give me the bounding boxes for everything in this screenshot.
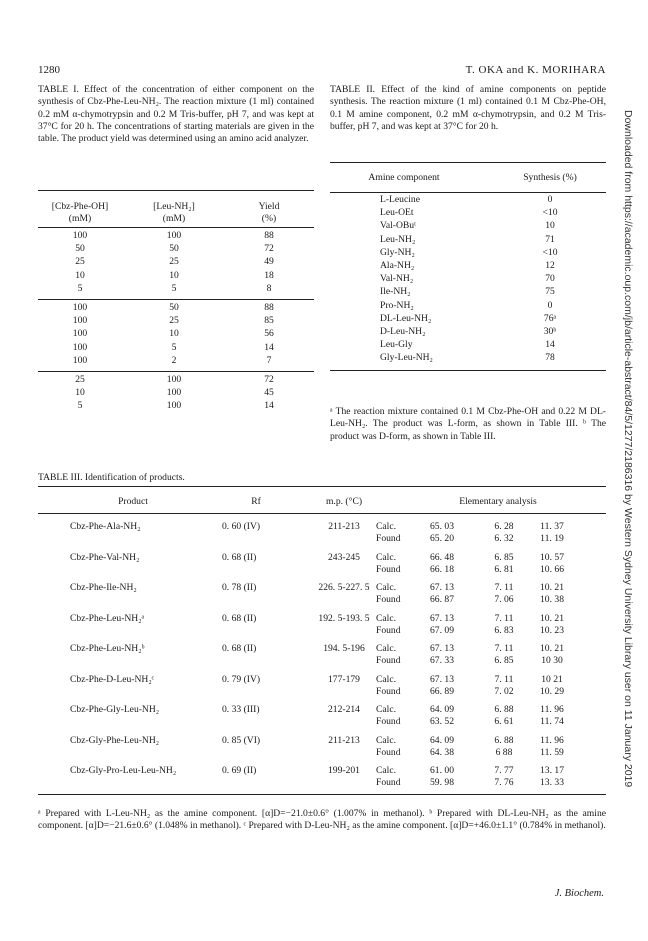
table3-header-rule [38, 513, 606, 514]
table2-amine: Leu-NH₂ [380, 233, 416, 245]
table3-calc-value: 7. 11 [494, 643, 514, 654]
table1-cell: 10 [169, 328, 179, 340]
table3-mp: 243-245 [328, 551, 360, 563]
table2-synthesis: <10 [542, 246, 558, 258]
table3-found-value: 11. 19 [540, 533, 564, 544]
table3-found-label: Found [376, 777, 401, 788]
table3-mp: 212-214 [328, 704, 360, 715]
table3-mp: 211-213 [328, 521, 360, 532]
table3-footnote: ᵃ Prepared with L-Leu-NH₂ as the amine component. [α]D=−21.0±0.6° (1.007% in methanol). ᵇ Prepared with DL-Leu-NH₂ as the amine component. [α]D=−21.6±0.6° (1.048% in methanol). ᶜ Prepared with D-Leu-NH₂ as the amine component. [α]D=+46.0±1.1° (0.784% in methanol). [38, 808, 606, 832]
table1-cell: 72 [264, 243, 274, 255]
table1-cell: 100 [72, 230, 88, 241]
table2-synthesis: 75 [545, 286, 555, 298]
running-head-authors: T. OKA and K. MORIHARA [465, 64, 606, 76]
table3-found-label: Found [376, 533, 401, 544]
table2-amine: DL-Leu-NH₂ [380, 312, 432, 324]
table1-cell: 50 [169, 243, 179, 255]
table3-calc-value: 6. 88 [494, 704, 514, 715]
table3-calc-value: 10. 21 [540, 612, 564, 624]
table3-calc-value: 61. 00 [430, 765, 454, 776]
table3-calc-value: 11. 96 [540, 704, 564, 715]
table1-group-rule [38, 299, 314, 300]
table3-found-label: Found [376, 624, 401, 636]
table3-mp: 194. 5-196 [323, 643, 365, 654]
table3-mp: 226. 5-227. 5 [318, 582, 370, 593]
table3-header: m.p. (°C) [325, 496, 363, 507]
table3-calc-label: Calc. [376, 765, 396, 776]
table3-product: Cbz-Gly-Phe-Leu-NH₂ [70, 734, 160, 746]
table2-synthesis: <10 [542, 207, 558, 219]
table3-rf: 0. 68 (II) [222, 643, 257, 654]
table1-cell: 7 [266, 354, 272, 366]
table3-calc-value: 6. 28 [494, 521, 514, 532]
table3-calc-value: 6. 88 [494, 734, 514, 746]
table1-cell: 100 [72, 354, 88, 366]
table3-calc-label: Calc. [376, 582, 396, 593]
table3-calc-label: Calc. [376, 734, 396, 746]
table3-calc-value: 67. 13 [430, 582, 454, 593]
table3-found-label: Found [376, 594, 401, 605]
table1-cell: 10 [75, 269, 85, 281]
table3-calc-value: 6. 85 [494, 551, 514, 563]
table2-synthesis: 12 [545, 260, 555, 271]
table2-caption: TABLE II. Effect of the kind of amine components on peptide synthesis. The reaction mixture (1 ml) contained 0.1 M Cbz-Phe-OH, 0.1 M amine component, 0.2 mM α-chymotrypsin, and 0.2 M Tris-buffer, pH 7, and was kept at 37°C for 20 h. [330, 84, 606, 132]
table3-calc-value: 64. 09 [430, 704, 454, 715]
table1-cell: 18 [264, 269, 274, 281]
table1-group-rule [38, 371, 314, 372]
table1-header-rule [38, 227, 314, 228]
table3-found-value: 6. 83 [494, 624, 514, 636]
table3-found-value: 65. 20 [430, 533, 454, 544]
table3-found-value: 64. 38 [430, 746, 454, 758]
table3-found-value: 66. 87 [430, 594, 454, 605]
table2-amine: Leu-Gly [380, 339, 413, 351]
table3-found-value: 7. 02 [494, 685, 514, 697]
table1-header: [Leu-NH₂] [153, 201, 195, 212]
table1-cell: 14 [264, 400, 274, 412]
table3-mp: 177-179 [328, 673, 360, 685]
table2-amine: Gly-NH₂ [380, 246, 415, 258]
table3-found-value: 13. 33 [540, 777, 564, 788]
table3-found-value: 7. 06 [494, 594, 514, 605]
table3-found-value: 10. 23 [540, 624, 564, 636]
table3-found-value: 59. 98 [430, 777, 454, 788]
table3-header: Elementary analysis [459, 496, 537, 507]
table3-found-value: 10 30 [541, 655, 563, 666]
table1-cell: 25 [169, 315, 179, 327]
table3-found-value: 10. 66 [540, 563, 564, 575]
table3-found-label: Found [376, 563, 401, 575]
table3-calc-value: 66. 48 [430, 551, 454, 563]
table1-cell: 100 [166, 400, 182, 412]
table3-calc-value: 11. 37 [540, 521, 564, 532]
table2-header: Synthesis (%) [523, 172, 577, 183]
table3-product: Cbz-Phe-Leu-NH₂ᵇ [70, 643, 145, 654]
table3-found-value: 66. 18 [430, 563, 454, 575]
table3-calc-value: 67. 13 [430, 612, 454, 624]
table3-product: Cbz-Phe-D-Leu-NH₂ᶜ [70, 673, 155, 685]
table2 [330, 162, 606, 402]
table1-cell: 49 [264, 256, 274, 268]
table3-calc-label: Calc. [376, 643, 396, 654]
table1-cell: 25 [75, 374, 85, 385]
table3-header: Rf [251, 496, 261, 507]
table3-calc-value: 67. 13 [430, 673, 454, 685]
table1-cell: 56 [264, 328, 274, 340]
table1-cell: 88 [264, 302, 274, 313]
table1-cell: 100 [72, 302, 88, 313]
table3-found-value: 10. 29 [540, 685, 564, 697]
table3-found-value: 6. 85 [494, 655, 514, 666]
table1-cell: 100 [72, 341, 88, 353]
table1-cell: 5 [171, 282, 177, 294]
table3-calc-label: Calc. [376, 612, 396, 624]
table3-calc-value: 10. 21 [540, 643, 564, 654]
table3-calc-label: Calc. [376, 673, 396, 685]
table1-cell: 45 [264, 387, 274, 399]
table3-found-label: Found [376, 716, 401, 727]
table3-product: Cbz-Phe-Leu-NH₂ᵃ [70, 612, 145, 624]
table2-synthesis: 14 [545, 339, 555, 351]
table2-top-rule [330, 162, 606, 163]
table1-cell: 100 [166, 374, 182, 385]
table1 [38, 190, 314, 490]
table1-top-rule [38, 190, 314, 191]
table3-product: Cbz-Phe-Ile-NH₂ [70, 582, 137, 593]
table2-amine: Val-NH₂ [380, 273, 414, 285]
table1-unit: (mM) [68, 213, 92, 224]
table3-rf: 0. 33 (III) [222, 704, 260, 715]
table3-rf: 0. 78 (II) [222, 582, 257, 593]
table3-calc-label: Calc. [376, 521, 396, 532]
table1-cell: 25 [75, 256, 85, 268]
table2-synthesis: 10 [545, 220, 555, 232]
table1-header: [Cbz-Phe-OH] [51, 201, 109, 212]
table2-bottom-rule [330, 370, 606, 371]
table3-found-value: 6. 32 [494, 533, 514, 544]
table3-found-label: Found [376, 746, 401, 758]
table3-calc-value: 10. 57 [540, 551, 564, 563]
table3-found-label: Found [376, 685, 401, 697]
table3-found-value: 63. 52 [430, 716, 454, 727]
table2-synthesis: 78 [545, 352, 555, 364]
table3 [38, 486, 606, 798]
table3-rf: 0. 69 (II) [222, 765, 257, 776]
table1-cell: 100 [72, 315, 88, 327]
table3-found-value: 7. 76 [494, 777, 514, 788]
table2-amine: Val-OBuᵗ [380, 220, 416, 232]
table3-rf: 0. 68 (II) [222, 551, 257, 563]
table3-calc-value: 65. 03 [430, 521, 454, 532]
table3-calc-value: 67. 13 [430, 643, 454, 654]
table3-top-rule [38, 486, 606, 487]
table3-mp: 199-201 [328, 765, 360, 776]
table3-calc-value: 7. 11 [494, 582, 514, 593]
table2-amine: Gly-Leu-NH₂ [380, 352, 433, 364]
table3-caption: TABLE III. Identification of products. [38, 472, 185, 483]
table1-cell: 100 [166, 230, 182, 241]
table3-calc-value: 7. 11 [494, 612, 514, 624]
table2-amine: Ile-NH₂ [380, 286, 411, 298]
table1-cell: 5 [77, 400, 83, 412]
table2-synthesis: 70 [545, 273, 555, 285]
table1-cell: 8 [266, 282, 272, 294]
table3-mp: 192. 5-193. 5 [318, 612, 370, 624]
table1-cell: 50 [75, 243, 85, 255]
table2-header: Amine component [368, 172, 440, 183]
table3-found-value: 67. 33 [430, 655, 454, 666]
table1-cell: 5 [77, 282, 83, 294]
table1-caption: TABLE I. Effect of the concentration of either component on the synthesis of Cbz-Phe-Leu-NH₂. The reaction mixture (1 ml) contained 0.2 mM α-chymotrypsin and 0.2 M Tris-buffer, pH 7, and was kept at 37°C for 20 h. The concentrations of starting materials are given in the table. The product yield was determined using an amino acid analyzer. [38, 84, 314, 145]
table3-calc-label: Calc. [376, 551, 396, 563]
table1-cell: 5 [171, 341, 177, 353]
journal-name: J. Biochem. [554, 888, 604, 899]
table3-rf: 0. 60 (IV) [222, 521, 261, 532]
table3-calc-value: 10 21 [541, 673, 563, 685]
table3-found-value: 11. 59 [540, 746, 564, 758]
table3-found-value: 6 88 [495, 746, 513, 758]
table3-calc-value: 10. 21 [540, 582, 564, 593]
table1-unit: (%) [261, 213, 277, 224]
table3-found-label: Found [376, 655, 401, 666]
table1-cell: 14 [264, 341, 274, 353]
page-number: 1280 [38, 64, 60, 76]
table3-found-value: 6. 81 [494, 563, 514, 575]
table1-cell: 100 [72, 328, 88, 340]
table3-rf: 0. 79 (IV) [222, 673, 261, 685]
table2-synthesis: 30ᵇ [543, 326, 557, 337]
table3-product: Cbz-Gly-Pro-Leu-Leu-NH₂ [70, 765, 177, 776]
table3-found-value: 10. 38 [540, 594, 564, 605]
download-watermark: Downloaded from https://academic.oup.com/jb/article-abstract/84/5/1277/2186316 by Western Sydney University Library user on 11 January 2019 [622, 110, 634, 788]
table3-calc-value: 7. 11 [494, 673, 514, 685]
table3-calc-value: 13. 17 [540, 765, 564, 776]
table1-cell: 85 [264, 315, 274, 327]
table2-synthesis: 0 [547, 194, 553, 205]
table3-rf: 0. 68 (II) [222, 612, 257, 624]
table3-header: Product [118, 496, 148, 507]
table3-found-value: 67. 09 [430, 624, 454, 636]
table3-mp: 211-213 [328, 734, 360, 746]
table3-product: Cbz-Phe-Gly-Leu-NH₂ [70, 704, 160, 715]
table3-calc-value: 64. 09 [430, 734, 454, 746]
table3-calc-value: 11. 96 [540, 734, 564, 746]
table3-bottom-rule [38, 794, 606, 795]
table2-synthesis: 0 [547, 299, 553, 311]
table1-cell: 50 [169, 302, 179, 313]
table1-cell: 10 [169, 269, 179, 281]
table2-amine: Ala-NH₂ [380, 260, 415, 271]
table3-product: Cbz-Phe-Val-NH₂ [70, 551, 140, 563]
table2-synthesis: 71 [545, 233, 555, 245]
table3-found-value: 11. 74 [540, 716, 564, 727]
table1-cell: 72 [264, 374, 274, 385]
table2-amine: D-Leu-NH₂ [380, 326, 426, 337]
table1-unit: (mM) [162, 213, 186, 224]
table2-header-rule [330, 192, 606, 193]
table3-product: Cbz-Phe-Ala-NH₂ [70, 521, 141, 532]
table2-amine: Pro-NH₂ [380, 299, 414, 311]
table3-rf: 0. 85 (VI) [222, 734, 261, 746]
table1-cell: 25 [169, 256, 179, 268]
table3-found-value: 66. 89 [430, 685, 454, 697]
table1-cell: 2 [171, 354, 177, 366]
table2-amine: Leu-OEt [380, 207, 414, 219]
table3-calc-value: 7. 77 [494, 765, 514, 776]
table1-header: Yield [258, 201, 280, 212]
table1-cell: 88 [264, 230, 274, 241]
table1-cell: 100 [166, 387, 182, 399]
table3-found-value: 6. 61 [494, 716, 514, 727]
table2-synthesis: 76ᵃ [543, 312, 557, 324]
table2-footnote: ᵃ The reaction mixture contained 0.1 M Cbz-Phe-OH and 0.22 M DL-Leu-NH₂. The product was L-form, as shown in Table III. ᵇ The product was D-form, as shown in Table III. [330, 406, 606, 442]
table3-calc-label: Calc. [376, 704, 396, 715]
table1-cell: 10 [75, 387, 85, 399]
table2-amine: L-Leucine [380, 194, 420, 205]
